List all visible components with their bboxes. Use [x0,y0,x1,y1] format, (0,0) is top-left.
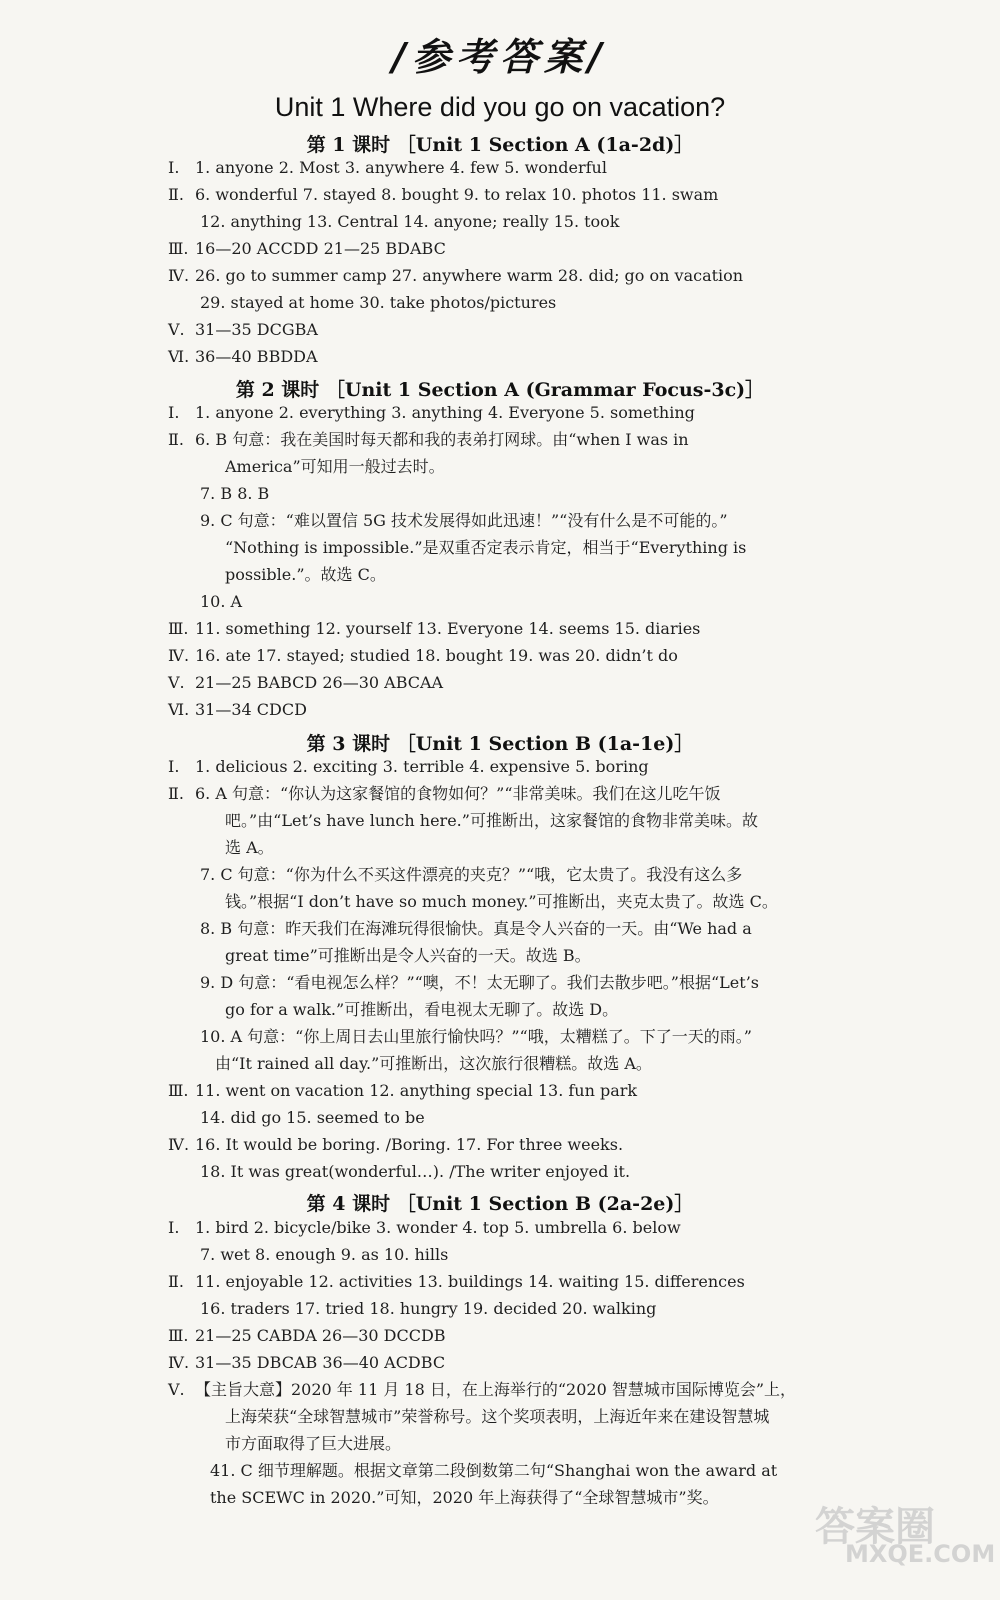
answer-text: “Nothing is impossible.”是双重否定表示肯定，相当于“Everything is [225,538,747,557]
answer-text: 16. ate 17. stayed; studied 18. bought 19. was 20. didn’t do [195,646,678,665]
answer-text: 18. It was great(wonderful…). /The writer enjoyed it. [200,1162,631,1181]
answer-text: 7. wet 8. enough 9. as 10. hills [200,1245,449,1264]
answer-text: 9. C 句意：“难以置信 5G 技术发展得如此迅速！”“没有什么是不可能的。” [200,511,728,530]
section-number: Ⅲ. [168,1326,189,1345]
answer-text: 【主旨大意】2020 年 11 月 18 日，在上海举行的“2020 智慧城市国际博览会”上， [195,1380,797,1399]
section-number: Ⅲ. [168,1081,189,1100]
section-number: Ⅵ. [168,347,190,366]
answer-text: great time”可推断出是令人兴奋的一天。故选 B。 [225,946,591,965]
answer-text: 1. bird 2. bicycle/bike 3. wonder 4. top 5. umbrella 6. below [195,1218,681,1237]
section-number: Ⅴ. [168,673,185,692]
lesson-3-heading: 第 3 课时 ［Unit 1 Section B (1a-1e)］ [306,733,694,755]
answer-text: the SCEWC in 2020.”可知，2020 年上海获得了“全球智慧城市”奖。 [210,1488,719,1507]
answer-text: 16. traders 17. tried 18. hungry 19. decided 20. walking [200,1299,657,1318]
section-number: Ⅲ. [168,239,189,258]
answer-text: 9. D 句意：“看电视怎么样？”“噢，不！太无聊了。我们去散步吧。”根据“Let’s [200,973,759,992]
answer-text: 上海荣获“全球智慧城市”荣誉称号。这个奖项表明，上海近年来在建设智慧城 [225,1407,770,1426]
lesson-2-heading: 第 2 课时 ［Unit 1 Section A (Grammar Focus-3c)］ [235,379,765,401]
answer-text: possible.”。故选 C。 [225,565,386,584]
section-number: Ⅰ. [168,158,180,177]
section-number: Ⅱ. [168,784,184,803]
answer-text: 1. anyone 2. Most 3. anywhere 4. few 5. wonderful [195,158,607,177]
answer-text: 26. go to summer camp 27. anywhere warm 28. did; go on vacation [195,266,744,285]
section-number: Ⅳ. [168,1135,190,1154]
watermark-logo: 答案圈 [815,1504,935,1550]
lesson-1-heading: 第 1 课时 ［Unit 1 Section A (1a-2d)］ [306,134,694,156]
answer-text: 8. B 句意：昨天我们在海滩玩得很愉快。真是令人兴奋的一天。由“We had a [200,919,752,938]
section-number: Ⅴ. [168,1380,185,1399]
answer-text: 16. It would be boring. /Boring. 17. For three weeks. [195,1135,624,1154]
answer-text: 市方面取得了巨大进展。 [225,1434,402,1453]
section-number: Ⅳ. [168,266,190,285]
unit-title: Unit 1 Where did you go on vacation? [274,92,726,122]
answer-text: 41. C 细节理解题。根据文章第二段倒数第二句“Shanghai won the award at [210,1461,778,1480]
section-number: Ⅵ. [168,700,190,719]
answer-text: 10. A 句意：“你上周日去山里旅行愉快吗？”“哦，太糟糕了。下了一天的雨。” [200,1027,752,1046]
answer-text: 29. stayed at home 30. take photos/pictures [200,293,557,312]
answer-text: 7. B 8. B [200,484,270,503]
answer-text: America”可知用一般过去时。 [225,457,445,476]
answer-text: 21—25 CABDA 26—30 DCCDB [195,1326,446,1345]
section-number: Ⅲ. [168,619,189,638]
section-number: Ⅰ. [168,1218,180,1237]
answer-text: 16—20 ACCDD 21—25 BDABC [195,239,446,258]
answer-text: 31—35 DBCAB 36—40 ACDBC [195,1353,446,1372]
answer-text: 由“It rained all day.”可推断出，这次旅行很糟糕。故选 A。 [215,1054,652,1073]
answer-text: 36—40 BBDDA [195,347,318,366]
answer-text: 10. A [200,592,243,611]
answer-text: 11. something 12. yourself 13. Everyone 14. seems 15. diaries [195,619,701,638]
answer-text: go for a walk.”可推断出，看电视太无聊了。故选 D。 [225,1000,619,1019]
answer-text: 6. wonderful 7. stayed 8. bought 9. to relax 10. photos 11. swam [195,185,719,204]
answer-text: 6. B 句意：我在美国时每天都和我的表弟打网球。由“when I was in [195,430,689,449]
answer-text: 7. C 句意：“你为什么不买这件漂亮的夹克？”“哦，它太贵了。我没有这么多 [200,865,743,884]
section-number: Ⅰ. [168,403,180,422]
section-number: Ⅴ. [168,320,185,339]
answer-text: 14. did go 15. seemed to be [200,1108,425,1127]
answer-text: 6. A 句意：“你认为这家餐馆的食物如何？”“非常美味。我们在这儿吃午饭 [195,784,721,803]
answer-text: 1. delicious 2. exciting 3. terrible 4. expensive 5. boring [195,757,649,776]
answer-text: 选 A。 [225,838,274,857]
section-number: Ⅳ. [168,1353,190,1372]
answer-text: 12. anything 13. Central 14. anyone; really 15. took [200,212,620,231]
watermark-url: MXQE.COM [845,1540,996,1568]
answer-text: 钱。”根据“I don’t have so much money.”可推断出，夹克太贵了。故选 C。 [225,892,778,911]
section-number: Ⅱ. [168,430,184,449]
answer-text: 21—25 BABCD 26—30 ABCAA [195,673,444,692]
answer-text: 11. went on vacation 12. anything special 13. fun park [195,1081,638,1100]
section-number: Ⅰ. [168,757,180,776]
answer-text: 1. anyone 2. everything 3. anything 4. Everyone 5. something [195,403,695,422]
answer-text: 31—35 DCGBA [195,320,318,339]
section-number: Ⅱ. [168,1272,184,1291]
answer-text: 吧。”由“Let’s have lunch here.”可推断出，这家餐馆的食物非常美味。故 [225,811,758,830]
answer-text: 31—34 CDCD [195,700,307,719]
section-number: Ⅱ. [168,185,184,204]
section-number: Ⅳ. [168,646,190,665]
lesson-4-heading: 第 4 课时 ［Unit 1 Section B (2a-2e)］ [306,1193,694,1215]
answer-key-header: /参考答案/ [392,35,608,79]
answer-text: 11. enjoyable 12. activities 13. buildings 14. waiting 15. differences [195,1272,745,1291]
